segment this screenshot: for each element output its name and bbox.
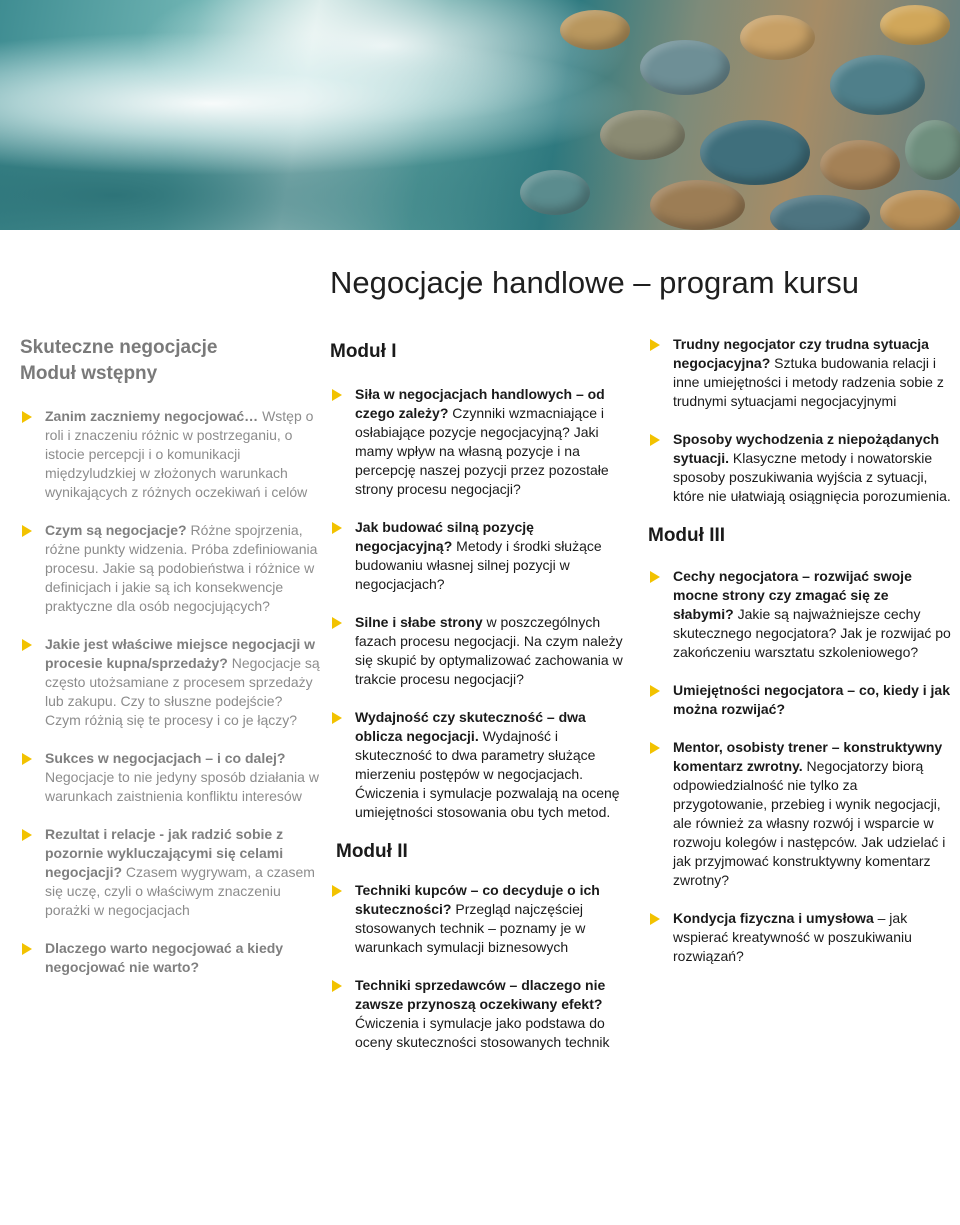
column-module-3: [648, 335, 953, 985]
module-2-title: Moduł II: [336, 841, 408, 862]
item-description: Negocjacje są często utożsamiane z procesem sprzedaży lub zakupu. Czy to słuszne podejście? Czym różnią się te procesy i co je łączy?: [45, 655, 320, 728]
column-module-1-2: [330, 335, 630, 1071]
item-question: Rezultat i relacje - jak radzić sobie z pozornie wykluczającymi się celami negocjacji?: [45, 826, 284, 880]
bullet-triangle-icon: [22, 639, 32, 651]
item-description: Negocjatorzy biorą odpowiedzialność nie tylko za przygotowanie, przebieg i wynik negocjacji, ale również za własny rozwój i wsparcie w rozwoju kolegów i następców. Jak udzielać i jak przyjmować konstruktywny komentarz zwrotny?: [673, 758, 946, 888]
pebble: [880, 190, 960, 230]
pebble: [640, 40, 730, 95]
item-question: Umiejętności negocjatora – co, kiedy i jak można rozwijać?: [673, 682, 950, 717]
bullet-triangle-icon: [332, 712, 342, 724]
item-description: Czynniki wzmacniające i osłabiające pozycje negocjacyjną? Jaki mamy wpływ na własną pozycje i na percepcję naszej pozycji przez pozostałe strony procesu negocjacji?: [355, 405, 609, 497]
item-question: Siła w negocjacjach handlowych – od czego zależy?: [355, 386, 605, 421]
program-item: [648, 681, 953, 719]
item-description: Metody i środki służące budowaniu własnej silnej pozycji w negocjacjach?: [355, 538, 602, 592]
pebble: [600, 110, 685, 160]
program-item: [648, 335, 953, 411]
bullet-triangle-icon: [332, 522, 342, 534]
bullet-triangle-icon: [650, 742, 660, 754]
item-question: Kondycja fizyczna i umysłowa: [673, 910, 874, 926]
bullet-triangle-icon: [332, 389, 342, 401]
item-question: Czym są negocjacje?: [45, 522, 187, 538]
pebble: [740, 15, 815, 60]
bullet-triangle-icon: [332, 885, 342, 897]
bullet-triangle-icon: [650, 339, 660, 351]
item-description: – jak wspierać kreatywność w poszukiwaniu rozwiązań?: [673, 910, 912, 964]
pebble: [905, 120, 960, 180]
module-3-title: Moduł III: [648, 525, 726, 546]
program-item: [20, 939, 320, 977]
item-description: Przegląd najczęściej stosowanych technik – poznamy je w warunkach symulacji biznesowych: [355, 901, 586, 955]
pebble: [820, 140, 900, 190]
program-item: [20, 407, 320, 502]
program-item: [20, 635, 320, 730]
pebble: [650, 180, 745, 230]
pebble: [520, 170, 590, 215]
bullet-triangle-icon: [22, 753, 32, 765]
program-item: [330, 518, 630, 594]
intro-heading-line1: Skuteczne negocjacje: [20, 337, 218, 358]
program-item: [330, 613, 630, 689]
column-intro: [20, 335, 320, 996]
item-description: Czasem wygrywam, a czasem się uczę, czyli o właściwym znaczeniu porażki w negocjacjach: [45, 864, 315, 918]
pebble: [700, 120, 810, 185]
program-item: [20, 825, 320, 920]
program-item: [330, 976, 630, 1052]
pebble: [880, 5, 950, 45]
item-description: Klasyczne metody i nowatorskie sposoby poszukiwania wyjścia z sytuacji, które nie ułatwiają osiągnięcia porozumienia.: [673, 450, 951, 504]
program-item: [20, 749, 320, 806]
bullet-triangle-icon: [22, 829, 32, 841]
pebble: [560, 10, 630, 50]
page-title: Negocjacje handlowe – program kursu: [330, 265, 860, 300]
bullet-triangle-icon: [650, 571, 660, 583]
bullet-triangle-icon: [650, 913, 660, 925]
item-description: Negocjacje to nie jedyny sposób działania w warunkach zaistnienia konfliktu interesów: [45, 769, 319, 804]
item-description: Sztuka budowania relacji i inne umiejętności i metody radzenia sobie z trudnymi sytuacjami negocjacyjnymi: [673, 355, 944, 409]
item-question: Zanim zaczniemy negocjować…: [45, 408, 259, 424]
bullet-triangle-icon: [22, 943, 32, 955]
item-description: Różne spojrzenia, różne punkty widzenia. Próba zdefiniowania procesu. Jakie są podobieństwa i różnice w definicjach i jakie są ich konsekwencje praktyczne dla osób negocjujących?: [45, 522, 318, 614]
item-description: w poszczególnych fazach procesu negocjacji. Na czym należy się skupić by optymalizować zachowania w trakcie procesu negocjacji?: [355, 614, 623, 687]
item-description: Ćwiczenia i symulacje jako podstawa do oceny skuteczności stosowanych technik: [355, 1015, 610, 1050]
module-1-title: Moduł I: [330, 341, 397, 362]
bullet-triangle-icon: [332, 980, 342, 992]
pebble: [830, 55, 925, 115]
program-item: [20, 521, 320, 616]
program-item: [330, 881, 630, 957]
item-question: Techniki sprzedawców – dlaczego nie zawsze przynoszą oczekiwany efekt?: [355, 977, 606, 1012]
module-1-items: [330, 385, 630, 822]
program-item: [648, 738, 953, 890]
item-question: Jakie jest właściwe miejsce negocjacji w procesie kupna/sprzedaży?: [45, 636, 316, 671]
module-2-continued-items: [648, 335, 953, 506]
intro-heading-line2: Moduł wstępny: [20, 363, 158, 384]
item-question: Silne i słabe strony: [355, 614, 483, 630]
program-item: [648, 430, 953, 506]
item-question: Dlaczego warto negocjować a kiedy negocjować nie warto?: [45, 940, 284, 975]
hero-photo: [0, 0, 960, 230]
module-3-items: [648, 567, 953, 966]
item-question: Wydajność czy skuteczność – dwa oblicza negocjacji.: [355, 709, 586, 744]
pebble: [770, 195, 870, 230]
item-question: Sukces w negocjacjach – i co dalej?: [45, 750, 286, 766]
program-item: [648, 909, 953, 966]
item-description: Jakie są najważniejsze cechy skutecznego negocjatora? Jak je rozwijać po zakończeniu warsztatu szkoleniowego?: [673, 606, 951, 660]
item-question: Jak budować silną pozycję negocjacyjną?: [355, 519, 534, 554]
item-question: Sposoby wychodzenia z niepożądanych sytuacji.: [673, 431, 940, 466]
item-question: Techniki kupców – co decyduje o ich skuteczności?: [355, 882, 600, 917]
bullet-triangle-icon: [22, 525, 32, 537]
module-2-items: [330, 881, 630, 1052]
intro-heading: [20, 335, 320, 387]
bullet-triangle-icon: [332, 617, 342, 629]
intro-items: [20, 407, 320, 977]
program-item: [330, 385, 630, 499]
bullet-triangle-icon: [650, 434, 660, 446]
item-question: Cechy negocjatora – rozwijać swoje mocne strony czy zmagać się ze słabymi?: [673, 568, 912, 622]
item-description: Wstęp o roli i znaczeniu różnic w postrzeganiu, o istocie percepcji i o komunikacji międzyludzkiej w złożonych warunkach wynikających z różnych oczekiwań i celów: [45, 408, 314, 500]
program-item: [648, 567, 953, 662]
bullet-triangle-icon: [650, 685, 660, 697]
item-question: Trudny negocjator czy trudna sytuacja negocjacyjna?: [673, 336, 929, 371]
item-question: Mentor, osobisty trener – konstruktywny komentarz zwrotny.: [673, 739, 943, 774]
item-description: Wydajność i skuteczność to dwa parametry służące mierzeniu postępów w negocjacjach. Ćwiczenia i symulacje pozwalają na ocenę umiejętności stosowania obu tych metod.: [355, 728, 620, 820]
program-item: [330, 708, 630, 822]
bullet-triangle-icon: [22, 411, 32, 423]
